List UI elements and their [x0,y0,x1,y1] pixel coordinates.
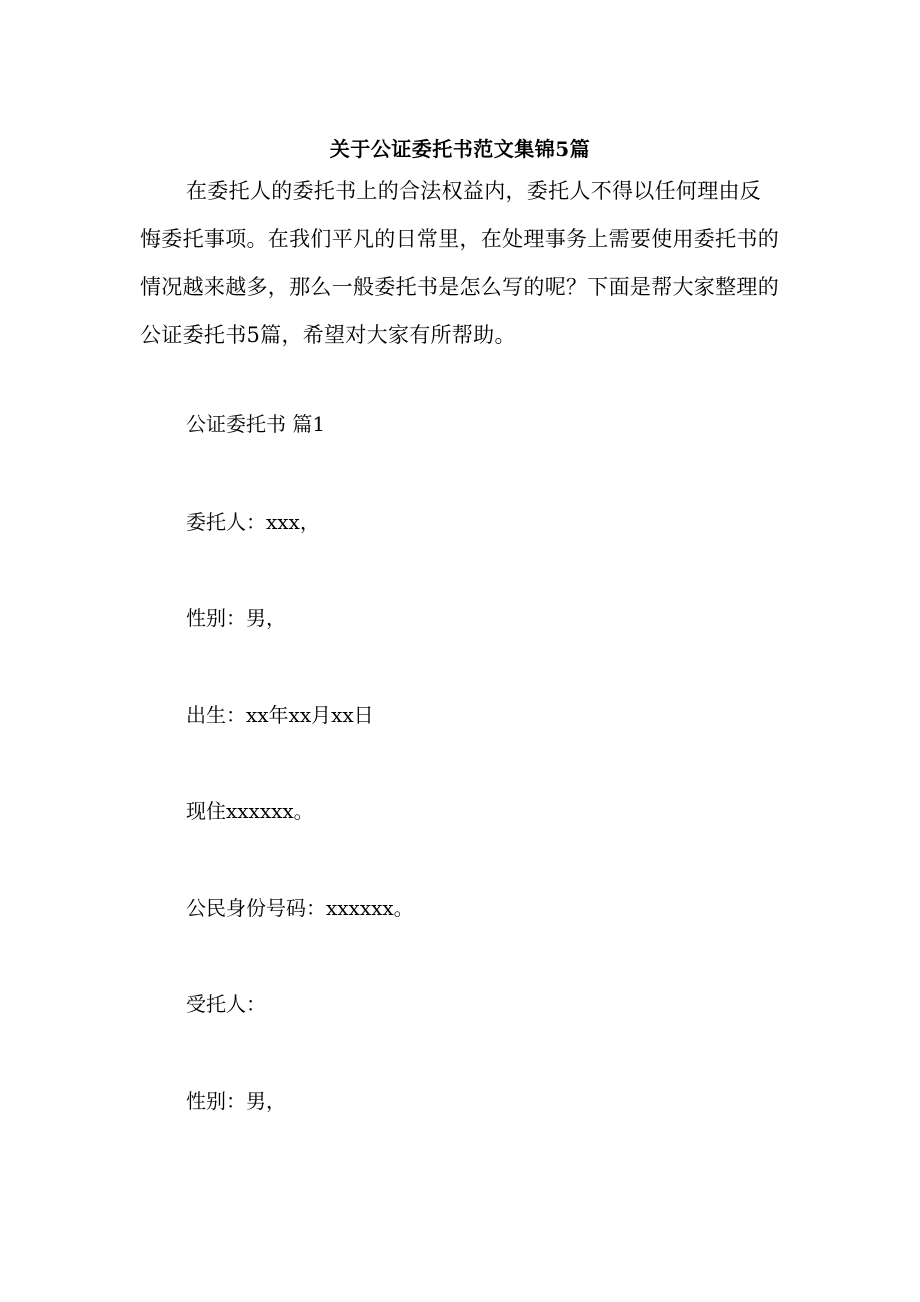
agent-line: 受托人： [186,992,266,1016]
section-heading: 公证委托书 篇1 [186,412,326,436]
id-number-line: 公民身份号码：xxxxxx。 [186,896,414,920]
principal-line: 委托人：xxx， [186,510,320,534]
intro-paragraph: 在委托人的委托书上的合法权益内，委托人不得以任何理由反悔委托事项。在我们平凡的日常里，在处理事务上需要使用委托书的情况越来越多，那么一般委托书是怎么写的呢？下面是帮大家整理的公证委托书5篇，希望对大家有所帮助。 [140,179,779,347]
address-line: 现住xxxxxx。 [186,799,314,823]
document-title: 关于公证委托书范文集锦5篇 [329,137,591,162]
birth-line: 出生：xx年xx月xx日 [186,703,374,727]
principal-gender-line: 性别：男， [186,606,286,630]
agent-gender-line: 性别：男， [186,1089,286,1113]
